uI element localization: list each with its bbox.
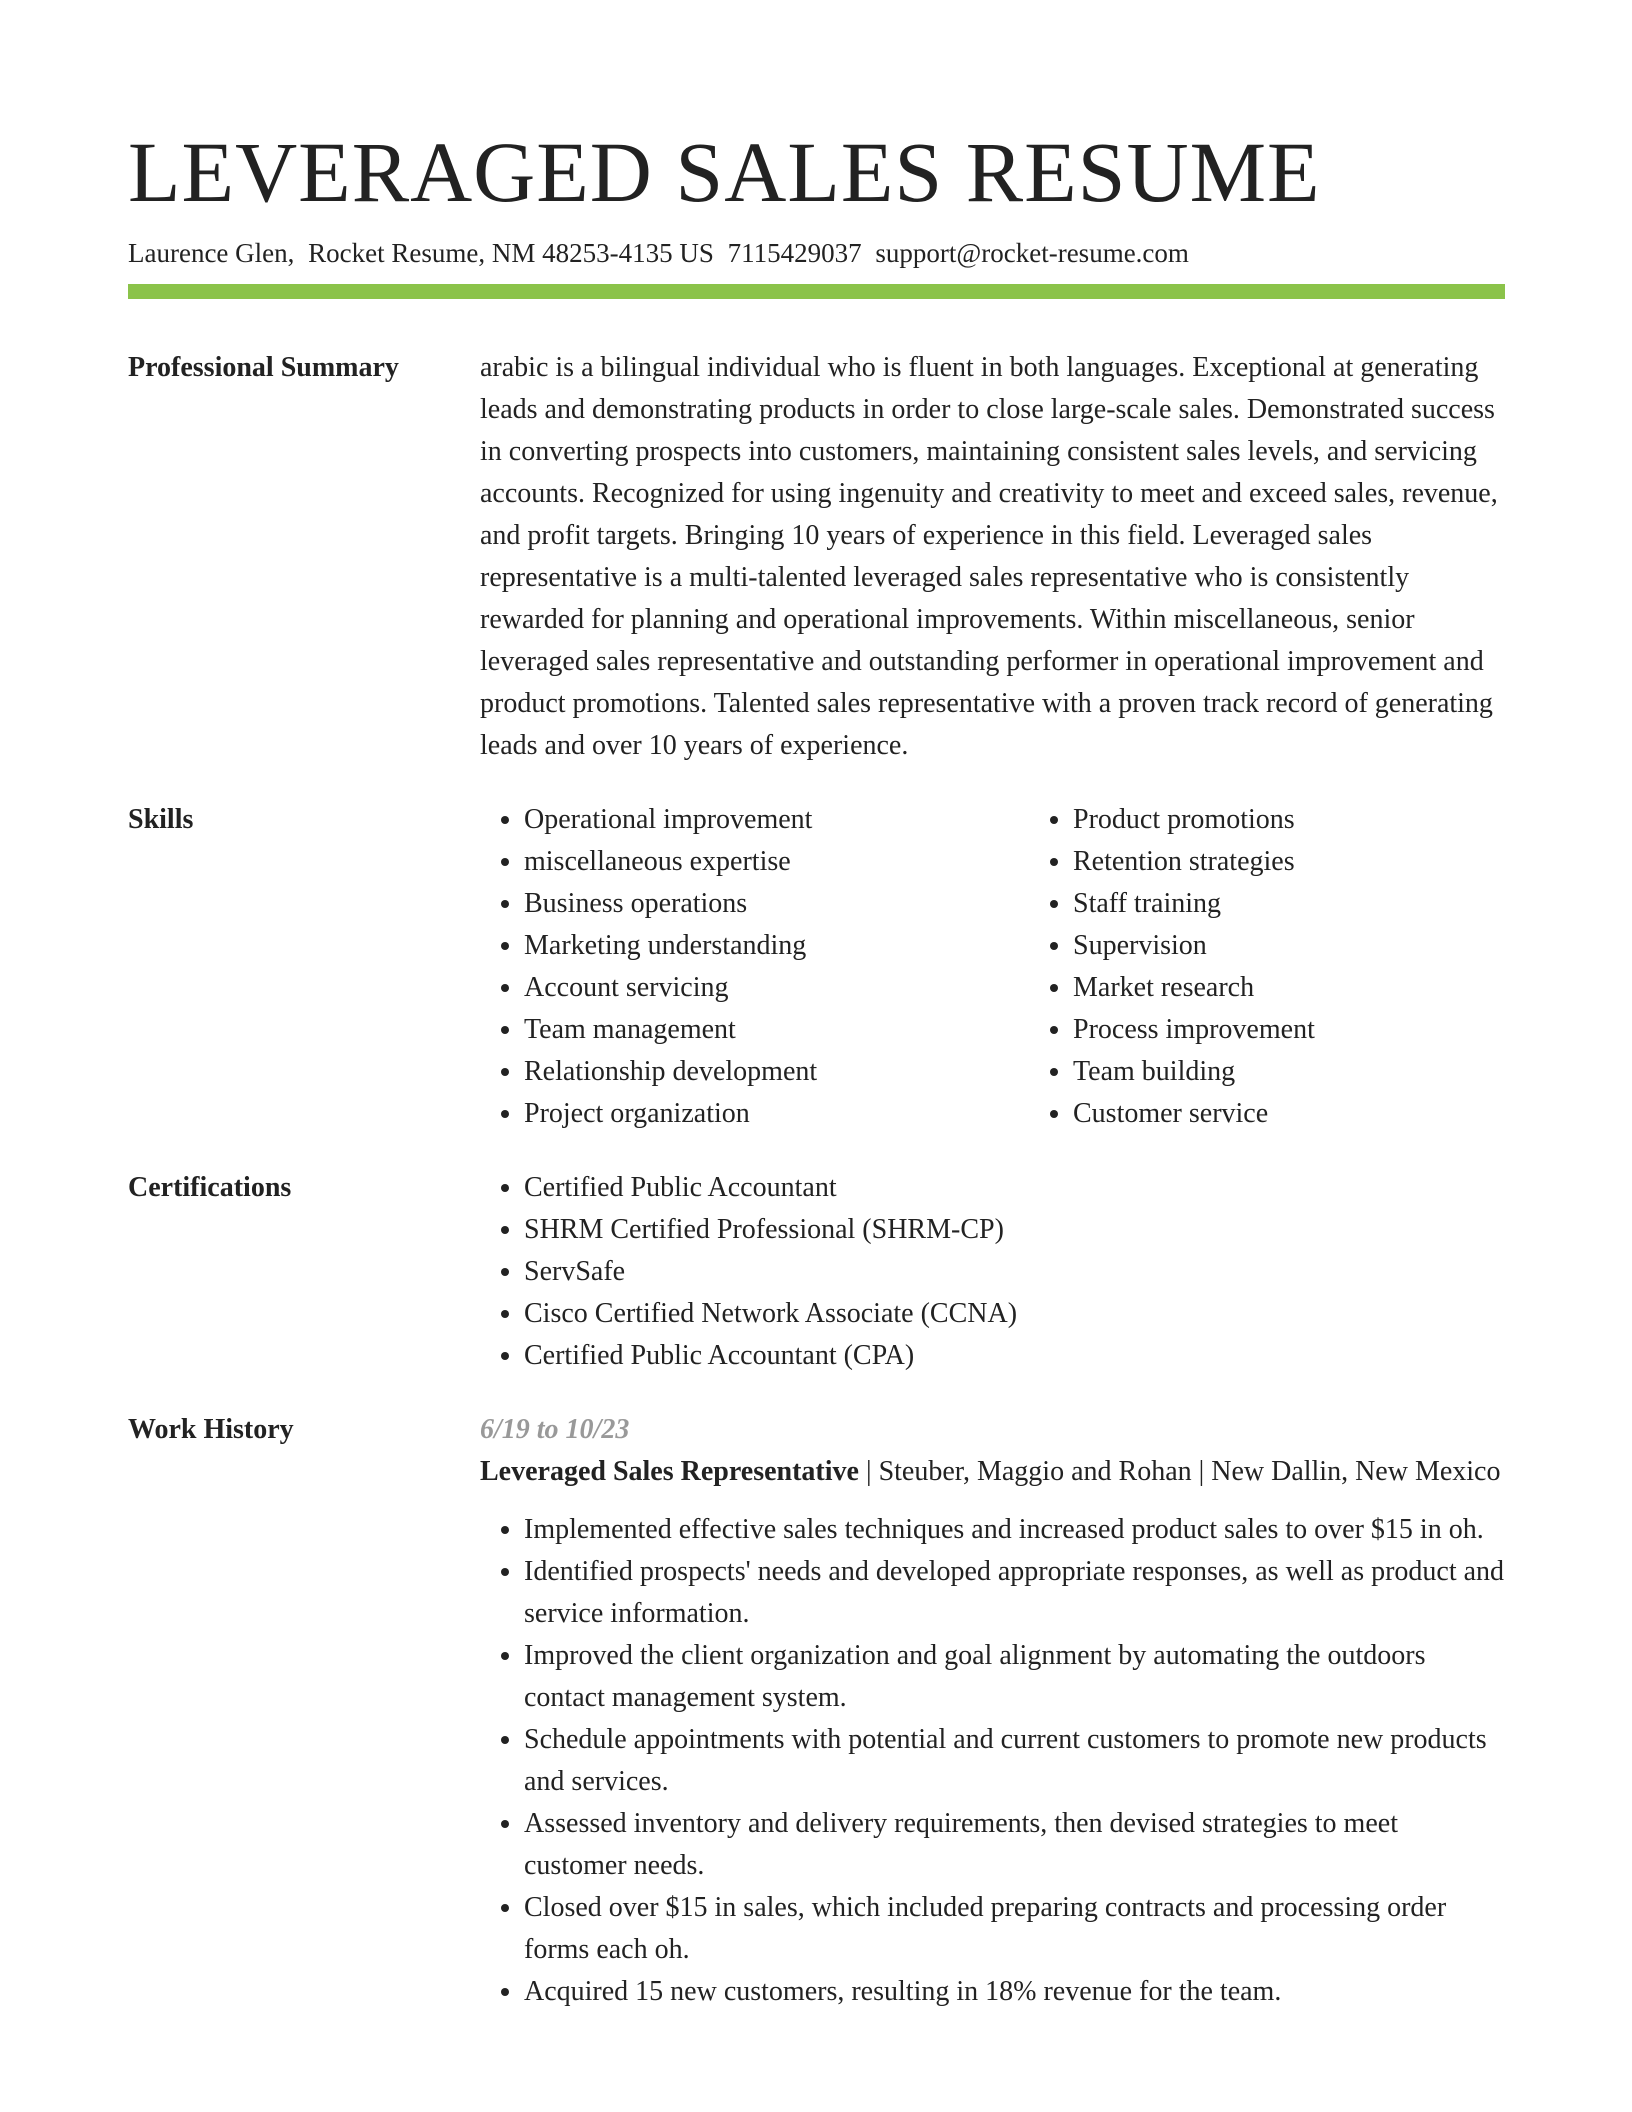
job-title-line xyxy=(480,1451,1505,1493)
certifications-heading: Certifications xyxy=(128,1172,292,1203)
skill-item: • Team management xyxy=(524,1009,1029,1051)
certification-item: • Certified Public Accountant xyxy=(524,1167,1505,1209)
skill-item: • Marketing understanding xyxy=(524,925,1029,967)
skill-item: • Customer service xyxy=(1073,1093,1578,1135)
contact-location: Rocket Resume, NM 48253-4135 US xyxy=(308,238,714,268)
skills-list-left xyxy=(480,799,1029,1135)
certification-item: • ServSafe xyxy=(524,1251,1505,1293)
work-history-section xyxy=(128,1409,1505,2013)
summary-text: arabic is a bilingual individual who is fluent in both languages. Exceptional at generating leads and demonstrating products in order to close large-scale sales. Demonstrated success in converting prospects into customers, maintaining consistent sales levels, and servicing accounts. Recognized for using ingenuity and creativity to meet and exceed sales, revenue, and profit targets. Bringing 10 years of experience in this field. Leveraged sales representative is a multi-talented leveraged sales representative who is consistently rewarded for planning and operational improvements. Within miscellaneous, senior leveraged sales representative and outstanding performer in operational improvement and product promotions. Talented sales representative with a proven track record of generating leads and over 10 years of experience. xyxy=(480,352,1498,761)
job-bullet: • Assessed inventory and delivery requirements, then devised strategies to meet customer needs. xyxy=(524,1803,1505,1887)
header-divider xyxy=(128,284,1505,299)
certifications-list xyxy=(480,1167,1505,1377)
skill-item: • Business operations xyxy=(524,883,1029,925)
certifications-section xyxy=(128,1167,1505,1377)
skill-item: • Market research xyxy=(1073,967,1578,1009)
skill-item: • Team building xyxy=(1073,1051,1578,1093)
job-details: | Steuber, Maggio and Rohan | New Dallin, New Mexico xyxy=(858,1456,1501,1487)
job-bullet: • Improved the client organization and goal alignment by automating the outdoors contact management system. xyxy=(524,1635,1505,1719)
job-bullet: • Closed over $15 in sales, which included preparing contracts and processing order forms each oh. xyxy=(524,1887,1505,1971)
skill-item: • Staff training xyxy=(1073,883,1578,925)
certification-item: • Cisco Certified Network Associate (CCNA) xyxy=(524,1293,1505,1335)
work-history-heading: Work History xyxy=(128,1414,294,1445)
job-entry xyxy=(480,1409,1505,2013)
skills-heading: Skills xyxy=(128,804,194,835)
skills-list-right xyxy=(1029,799,1578,1135)
job-bullet: • Identified prospects' needs and developed appropriate responses, as well as product and service information. xyxy=(524,1551,1505,1635)
job-title: Leveraged Sales Representative xyxy=(480,1456,859,1487)
skill-item: • Relationship development xyxy=(524,1051,1029,1093)
certification-item: • SHRM Certified Professional (SHRM-CP) xyxy=(524,1209,1505,1251)
skill-item: • Process improvement xyxy=(1073,1009,1578,1051)
skill-item: • Account servicing xyxy=(524,967,1029,1009)
job-bullet: • Implemented effective sales techniques and increased product sales to over $15 in oh. xyxy=(524,1509,1505,1551)
skill-item: • Operational improvement xyxy=(524,799,1029,841)
skill-item: • Product promotions xyxy=(1073,799,1578,841)
job-dates: 6/19 to 10/23 xyxy=(480,1414,630,1445)
certification-item: • Certified Public Accountant (CPA) xyxy=(524,1335,1505,1377)
contact-email: support@rocket-resume.com xyxy=(875,238,1189,268)
skill-item: • Retention strategies xyxy=(1073,841,1578,883)
skill-item: • Supervision xyxy=(1073,925,1578,967)
skill-item: • miscellaneous expertise xyxy=(524,841,1029,883)
job-bullet-list xyxy=(480,1509,1505,2013)
summary-section xyxy=(128,347,1505,767)
contact-line xyxy=(128,236,1505,270)
skills-section xyxy=(128,799,1505,1135)
summary-heading: Professional Summary xyxy=(128,352,399,383)
resume-title: LEVERAGED SALES RESUME xyxy=(128,124,1321,220)
contact-phone: 7115429037 xyxy=(727,238,862,268)
job-bullet: • Acquired 15 new customers, resulting in 18% revenue for the team. xyxy=(524,1971,1505,2013)
skill-item: • Project organization xyxy=(524,1093,1029,1135)
contact-name: Laurence Glen, xyxy=(128,238,295,268)
job-bullet: • Schedule appointments with potential and current customers to promote new products and services. xyxy=(524,1719,1505,1803)
